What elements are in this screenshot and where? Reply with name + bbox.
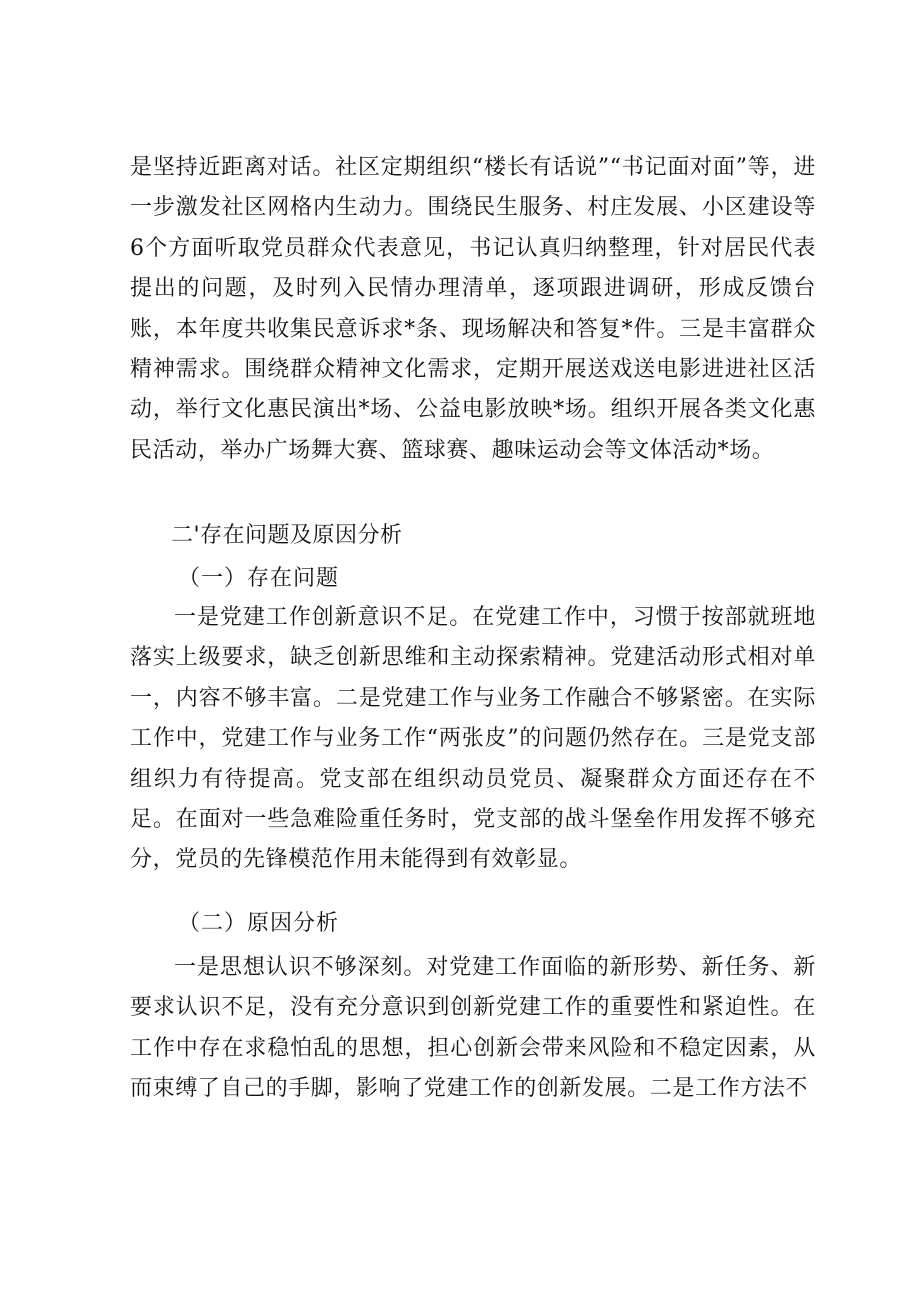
subsection-heading-causes: （二）原因分析 xyxy=(178,911,340,936)
continued-paragraph: 是坚持近距离对话。社区定期组织“楼长有话说”“书记面对面”等，进一步激发社区网格内生动力。围绕民生服务、村庄发展、小区建设等6个方面听取党员群众代表意见，书记认真归纳整理，针对居民代表提出的问题，及时列入民情办理清单，逐项跟进调研，形成反馈台账，本年度共收集民意诉求*条、现场解决和答复*件。三是丰富群众精神需求。围绕群众精神文化需求，定期开展送戏送电影进进社区活动，举行文化惠民演出*场、公益电影放映*场。组织开展各类文化惠民活动，举办广场舞大赛、篮球赛、趣味运动会等文体活动*场。 xyxy=(130,155,816,463)
causes-paragraph: 一是思想认识不够深刻。对党建工作面临的新形势、新任务、新要求认识不足，没有充分意识到创新党建工作的重要性和紧迫性。在工作中存在求稳怕乱的思想，担心创新会带来风险和不稳定因素，从而束缚了自己的手脚，影响了党建工作的创新发展。二是工作方法不 xyxy=(130,955,816,1102)
problems-paragraph: 一是党建工作创新意识不足。在党建工作中，习惯于按部就班地落实上级要求，缺乏创新思维和主动探索精神。党建活动形式相对单一，内容不够丰富。二是党建工作与业务工作融合不够紧密。在实际工作中，党建工作与业务工作“两张皮”的问题仍然存在。三是党支部组织力有待提高。党支部在组织动员党员、凝聚群众方面还存在不足。在面对一些急难险重任务时，党支部的战斗堡垒作用发挥不够充分，党员的先锋模范作用未能得到有效彰显。 xyxy=(130,605,816,873)
section-heading: 二'存在问题及原因分析 xyxy=(171,523,403,548)
subsection-heading-problems: （一）存在问题 xyxy=(178,566,340,591)
